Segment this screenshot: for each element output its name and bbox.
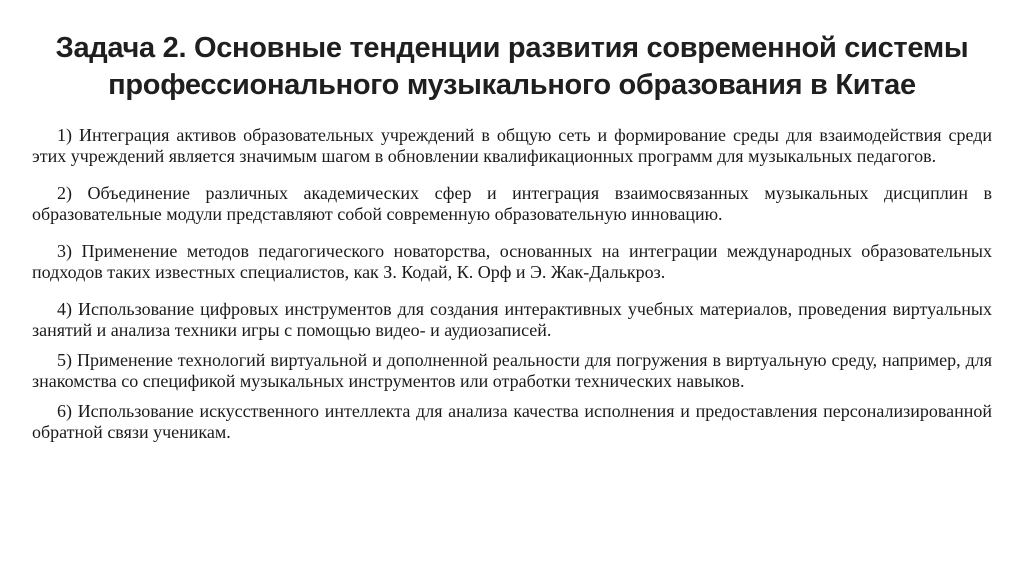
slide-title-line-2: профессионального музыкального образования в Китае	[108, 69, 916, 101]
list-item-4: 4) Использование цифровых инструментов для создания интерактивных учебных материалов, проведения виртуальных занятий и анализа техники игры с помощью видео- и аудиозаписей.	[32, 299, 992, 340]
list-item-6: 6) Использование искусственного интеллекта для анализа качества исполнения и предоставления персонализированной обратной связи ученикам.	[32, 401, 992, 442]
slide-title-line-1: Задача 2. Основные тенденции развития современной системы	[55, 32, 969, 64]
list-item-2: 2) Объединение различных академических сфер и интеграция взаимосвязанных музыкальных дисциплин в образовательные модули представляют собой современную образовательную инновацию.	[32, 183, 992, 224]
slide-content	[32, 125, 992, 459]
list-item-1: 1) Интеграция активов образовательных учреждений в общую сеть и формирование среды для взаимодействия среди этих учреждений является значимым шагом в обновлении квалификационных программ для музыкальных педагогов.	[32, 125, 992, 166]
list-item-5: 5) Применение технологий виртуальной и дополненной реальности для погружения в виртуальную среду, например, для знакомства со спецификой музыкальных инструментов или отработки технических навыков.	[32, 350, 992, 391]
slide-title	[0, 30, 1024, 104]
list-item-3: 3) Применение методов педагогического новаторства, основанных на интеграции международных образовательных подходов таких известных специалистов, как З. Кодай, К. Орф и Э. Жак-Далькроз.	[32, 241, 992, 282]
